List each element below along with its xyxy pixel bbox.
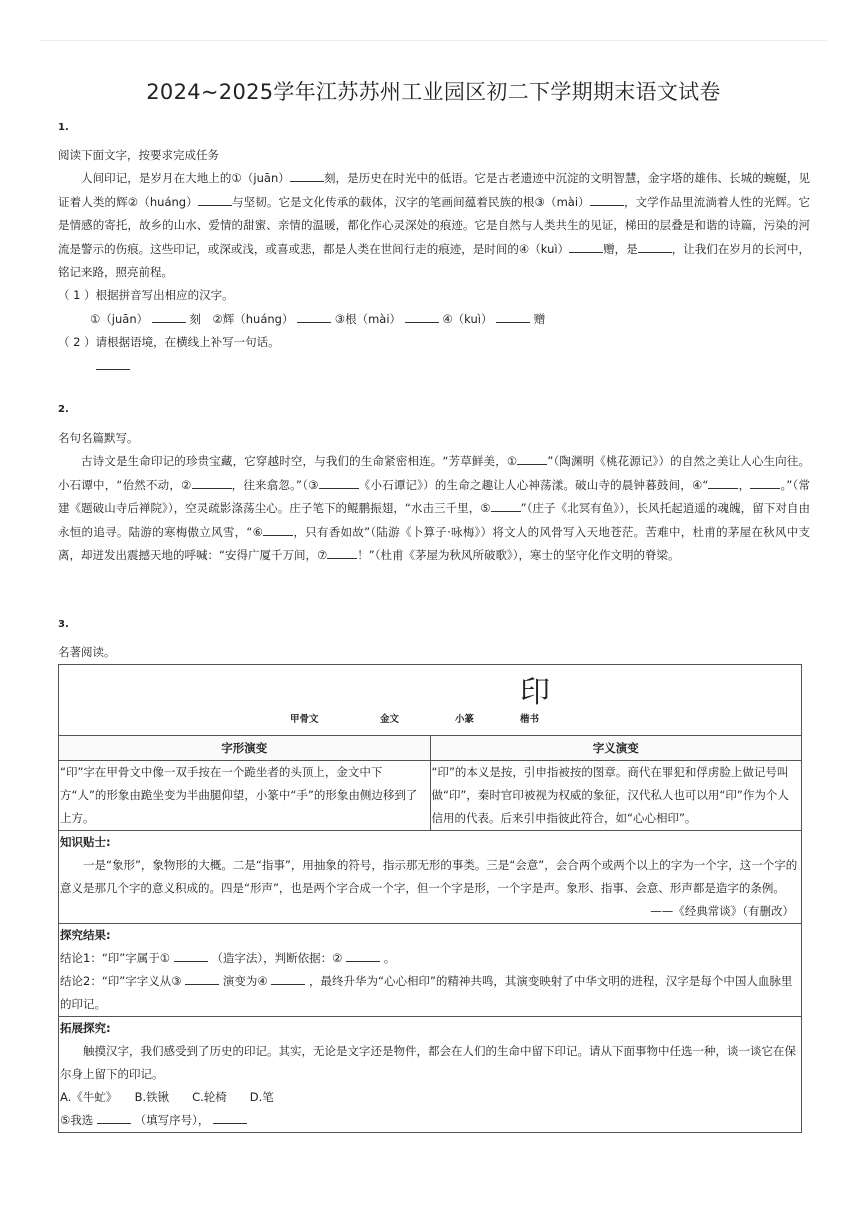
q1-text: ，让我们在岁月的长河中，铭记来路，照亮前程。: [58, 241, 810, 280]
q2-text: ”（庄子《北冥有鱼》），长风托起逍遥的魂魄，留下对自由永恒的追寻。陆游的寒梅傲立风雪，“⑥: [58, 501, 810, 539]
q1-sub1-text: ③根（mài）: [334, 311, 402, 326]
glyph-label: 金文: [380, 714, 400, 725]
blank-4b[interactable]: [750, 476, 780, 489]
blank-4[interactable]: [569, 240, 603, 253]
header-form-evolution: 字形演变: [59, 736, 431, 761]
tip-source: ——《经典常谈》（有删改）: [650, 904, 794, 918]
q1-instruction: 阅读下面文字，按要求完成任务: [58, 148, 219, 162]
page-title: 2024~2025学年江苏苏州工业园区初二下学期期末语文试卷: [146, 80, 721, 104]
q2-text: 《小石谭记》）的生命之趣让人心神荡漾。破山寺的晨钟暮鼓间，④“: [358, 477, 709, 492]
glyph-evolution-row: [59, 665, 802, 736]
q3-instruction: 名著阅读。: [58, 645, 116, 659]
conclusion-1: [60, 947, 800, 970]
q1-passage: [58, 167, 810, 284]
conclusion-text: 演变为④: [222, 974, 268, 988]
blank-2[interactable]: [192, 476, 232, 489]
conclusion-2: [60, 970, 800, 1016]
header-meaning-evolution: 字义演变: [430, 736, 802, 761]
conclusion-text: 。: [383, 951, 396, 965]
q1-sub1: （ 1 ）根据拼音写出相应的汉字。: [58, 288, 234, 303]
blank-5[interactable]: [638, 240, 672, 253]
question-2-body: [58, 427, 810, 567]
blank-2[interactable]: [346, 949, 380, 962]
inquiry-results: [59, 924, 802, 1017]
q1-sub1-text: ①（juān）: [90, 311, 149, 326]
q2-text: 古诗文是生命印记的珍贵宝藏，它穿越时空，与我们的生命紧密相连。“芳草鲜美，①: [81, 454, 518, 469]
blank-7[interactable]: [327, 546, 357, 559]
ext-text: 触摸汉字，我们感受到了历史的印记。其实，无论是文字还是物件，都会在人们的生命中留下印记。请从下面事物中任选一种，谈一谈它在保尔身上留下的印记。: [60, 1044, 796, 1081]
ext-title: 拓展探究:: [60, 1021, 111, 1035]
conclusion-text: 结论1：“印”字属于①: [60, 951, 171, 965]
q1-sub2-answer: [58, 355, 810, 378]
study-table: [58, 664, 802, 1133]
answer-blank-3[interactable]: [405, 310, 439, 323]
knowledge-tips: [59, 831, 802, 924]
blank-1[interactable]: [174, 949, 208, 962]
ext-options: A.《牛虻》 B.铁锹 C.轮椅 D.笔: [60, 1090, 274, 1104]
blank-4[interactable]: [271, 972, 305, 985]
blank-4a[interactable]: [708, 476, 738, 489]
question-1-body: [58, 144, 810, 378]
blank-1[interactable]: [517, 452, 547, 465]
blank-3[interactable]: [590, 193, 624, 206]
blank-3[interactable]: [185, 972, 219, 985]
glyph-label: 甲骨文: [290, 714, 319, 725]
answer-blank-5[interactable]: [96, 357, 130, 370]
meaning-evolution-text: “印”的本义是按，引申指被按的图章。商代在罪犯和俘虏脸上做记号叫做“印”，秦时官印被视为权威的象征，汉代私人也可以用“印”作为个人信用的代表。后来引申指彼此符合，如“心心相印”。: [430, 761, 802, 831]
blank-1[interactable]: [290, 169, 324, 182]
q2-text: 。”（常建《题破山寺后禅院》），空灵疏影涤荡尘心。庄子笔下的鲲鹏振翅，“水击三千里，⑤: [58, 477, 810, 516]
q1-sub1-answers: [58, 308, 810, 331]
blank-5[interactable]: [491, 499, 521, 512]
q1-sub1-text: 赠: [533, 311, 546, 326]
conclusion-text: ，最终升华为“心心相印”的精神共鸣，其演变映射了中华文明的进程，汉字是每个中国人血脉里的印记。: [60, 974, 793, 1011]
q2-text: ，只有香如故”（陆游《卜算子·咏梅》）将文人的风骨写入天地苍茫。苦难中，杜甫的茅屋在秋风中支离，却迸发出震撼天地的呼喊：“安得广厦千万间，⑦: [58, 524, 811, 563]
q1-sub1-text: 刻 ②辉（huáng）: [189, 311, 294, 326]
ext-answer: [60, 1109, 800, 1132]
q2-passage: [58, 450, 810, 567]
q2-text: ！”（杜甫《茅屋为秋风所破歌》），寒士的坚守化作文明的脊梁。: [357, 548, 680, 563]
question-number-1: 1.: [58, 122, 69, 133]
form-evolution-text: “印”字在甲骨文中像一双手按在一个跪坐者的头顶上，金文中下方“人”的形象由跪坐变为半曲腿仰望，小篆中“手”的形象由侧边移到了上方。: [59, 761, 431, 831]
regular-script-glyph: 印: [520, 675, 550, 710]
answer-blank-2[interactable]: [297, 310, 331, 323]
conclusion-text: （造字法），判断依据：②: [211, 951, 343, 965]
result-title: 探究结果:: [60, 928, 111, 942]
answer-blank[interactable]: [213, 1111, 247, 1124]
extended-inquiry: [59, 1017, 802, 1133]
glyph-evolution: [60, 665, 800, 735]
q1-sub1-text: ④（kuì）: [442, 311, 493, 326]
q1-text: 与坚韧。它是文化传承的载体，汉字的笔画间蕴着民族的根③（mài）: [231, 194, 590, 209]
conclusion-text: 结论2：“印”字字义从③: [60, 974, 182, 988]
question-number-3: 3.: [58, 619, 69, 630]
q1-text: 赠，是: [603, 241, 638, 256]
blank-3[interactable]: [319, 476, 359, 489]
top-rule: [40, 40, 827, 41]
q2-text: ，往来翕忽。”（③: [231, 477, 319, 492]
q1-text: ，文学作品里流淌着人性的光辉。它是情感的寄托，故乡的山水、爱情的甜蜜、亲情的温暖，都化作心灵深处的痕迹。它是自然与人类共生的见证，梯田的层叠是和谐的诗篇，污染的河流是警示的伤痕。这些印记，或深或浅，或喜或悲，都是人类在世间行走的痕迹，是时间的④（kuì）: [58, 194, 810, 256]
tip-text: 一是“象形”，象物形的大概。二是“指事”，用抽象的符号，指示那无形的事类。三是“会意”，会合两个或两个以上的字为一个字，这一个字的意义是那几个字的意义积成的。四是“形声”，也是两个字合成一个字，但一个字是形，一个字是声。象形、指事、会意、形声都是造字的条例。: [60, 858, 798, 895]
choice-blank[interactable]: [97, 1111, 131, 1124]
question-number-2: 2.: [58, 404, 69, 415]
q2-text: ，: [738, 477, 751, 492]
q2-instruction: 名句名篇默写。: [58, 431, 139, 445]
q1-text: 人间印记，是岁月在大地上的①（juān）: [81, 171, 290, 186]
blank-6[interactable]: [263, 523, 293, 536]
ext-answer-text: ⑤我选: [60, 1113, 94, 1127]
answer-blank-1[interactable]: [152, 310, 186, 323]
glyph-label: 小篆: [455, 714, 475, 725]
blank-2[interactable]: [198, 193, 232, 206]
q2-text: ”（陶渊明《桃花源记》）的自然之美让人心生向往。小石谭中，“佁然不动，②: [58, 454, 810, 492]
tip-title: 知识贴士:: [60, 835, 111, 849]
glyph-label: 楷书: [520, 714, 540, 725]
ext-answer-text: （填写序号），: [134, 1113, 210, 1127]
q1-text: 刻，是历史在时光中的低语。它是古老遗迹中沉淀的文明智慧，金字塔的雄伟、长城的蜿蜒，见证着人类的辉②（huáng）: [58, 171, 810, 209]
answer-blank-4[interactable]: [496, 310, 530, 323]
q1-sub2: （ 2 ）请根据语境，在横线上补写一句话。: [58, 335, 280, 350]
